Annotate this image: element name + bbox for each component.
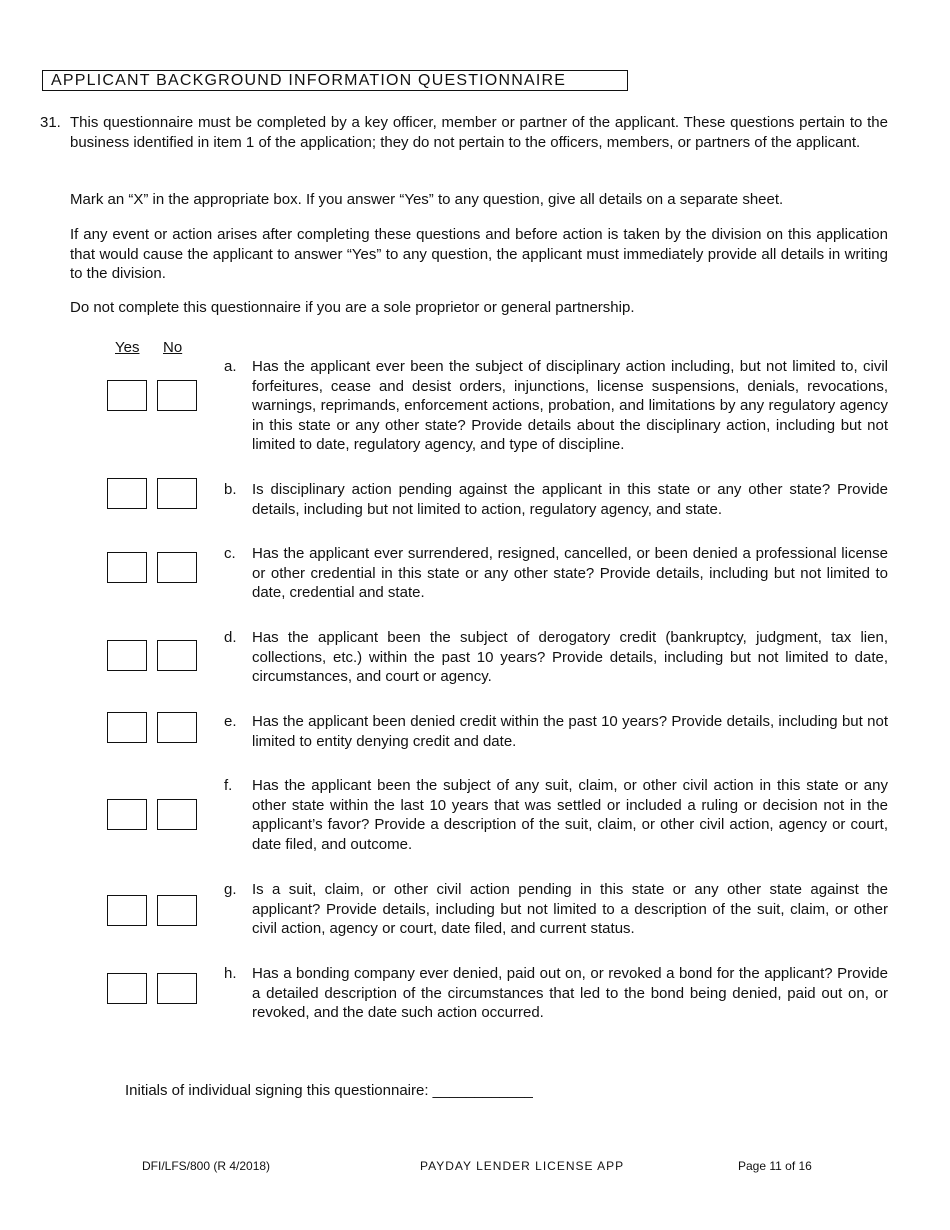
question-letter-a: a. [224, 358, 237, 375]
yes-checkbox-e[interactable] [107, 712, 147, 743]
no-checkbox-e[interactable] [157, 712, 197, 743]
question-letter-e: e. [224, 713, 237, 730]
intro-paragraph-4: Do not complete this questionnaire if you are a sole proprietor or general partnership. [70, 299, 635, 316]
question-letter-g: g. [224, 881, 237, 898]
no-checkbox-b[interactable] [157, 478, 197, 509]
question-text-c: Has the applicant ever surrendered, resigned, cancelled, or been denied a professional license or other credential in this state or any other state? Provide details, including but not limited to date, credential and state. [252, 545, 888, 601]
questionnaire-title: APPLICANT BACKGROUND INFORMATION QUESTIONNAIRE [42, 70, 628, 91]
footer-form-title: PAYDAY LENDER LICENSE APP [420, 1159, 625, 1173]
intro-paragraph-1: This questionnaire must be completed by a key officer, member or partner of the applicant. These questions pertain to the business identified in item 1 of the application; they do not pertain to the officers, members, or partners of the applicant. [70, 114, 888, 151]
question-text-a: Has the applicant ever been the subject of disciplinary action including, but not limited to, civil forfeitures, cease and desist orders, injunctions, license suspensions, denials, revocations, warnings, reprimands, enforcement actions, probation, and limitations by any regulatory agency in this state or any other state? Provide details about the disciplinary action, including but not limited to date, regulatory agency, and type of discipline. [252, 358, 888, 453]
footer-form-number: DFI/LFS/800 (R 4/2018) [142, 1159, 271, 1173]
yes-checkbox-b[interactable] [107, 478, 147, 509]
no-checkbox-g[interactable] [157, 895, 197, 926]
question-letter-c: c. [224, 545, 236, 562]
intro-paragraph-2: Mark an “X” in the appropriate box. If you answer “Yes” to any question, give all details on a separate sheet. [70, 191, 784, 208]
question-letter-f: f. [224, 777, 233, 794]
question-letter-h: h. [224, 965, 237, 982]
no-checkbox-a[interactable] [157, 380, 197, 411]
initials-line[interactable]: Initials of individual signing this questionnaire: ____________ [125, 1082, 533, 1099]
no-checkbox-h[interactable] [157, 973, 197, 1004]
no-checkbox-c[interactable] [157, 552, 197, 583]
yes-checkbox-f[interactable] [107, 799, 147, 830]
no-checkbox-f[interactable] [157, 799, 197, 830]
yes-checkbox-g[interactable] [107, 895, 147, 926]
question-text-f: Has the applicant been the subject of any suit, claim, or other civil action in this state or any other state within the last 10 years that was settled or included a ruling or decision not in the applicant’s favor? Provide a description of the suit, claim, or other civil action, agency or court, date filed, and outcome. [252, 777, 888, 853]
question-text-e: Has the applicant been denied credit within the past 10 years? Provide details, including but not limited to entity denying credit and date. [252, 713, 888, 750]
question-text-d: Has the applicant been the subject of derogatory credit (bankruptcy, judgment, tax lien, collections, etc.) within the past 10 years? Provide details, including but not limited to date, circumstances, and court or agency. [252, 629, 888, 685]
footer-page-number: Page 11 of 16 [738, 1159, 812, 1173]
question-text-h: Has a bonding company ever denied, paid out on, or revoked a bond for the applicant? Provide a detailed description of the circumstances that led to the bond being denied, paid out on, or revoked, and the date such action occurred. [252, 965, 888, 1021]
question-letter-b: b. [224, 481, 237, 498]
question-text-b: Is disciplinary action pending against the applicant in this state or any other state? Provide details, including but not limited to action, regulatory agency, and state. [252, 481, 888, 518]
yes-checkbox-h[interactable] [107, 973, 147, 1004]
no-column-header: No [163, 339, 183, 356]
no-checkbox-d[interactable] [157, 640, 197, 671]
question-text-g: Is a suit, claim, or other civil action pending in this state or any other state against the applicant? Provide details, including but not limited to a description of the suit, claim, or other civil action, agency or court, date filed, and current status. [252, 881, 888, 937]
yes-checkbox-c[interactable] [107, 552, 147, 583]
yes-checkbox-a[interactable] [107, 380, 147, 411]
yes-checkbox-d[interactable] [107, 640, 147, 671]
question-letter-d: d. [224, 629, 237, 646]
yes-column-header: Yes [115, 339, 140, 356]
intro-paragraph-3: If any event or action arises after completing these questions and before action is taken by the division on this application that would cause the applicant to answer “Yes” to any question, the applicant must immediately provide all details in writing to the division. [70, 226, 888, 282]
item-number: 31. [40, 114, 61, 131]
